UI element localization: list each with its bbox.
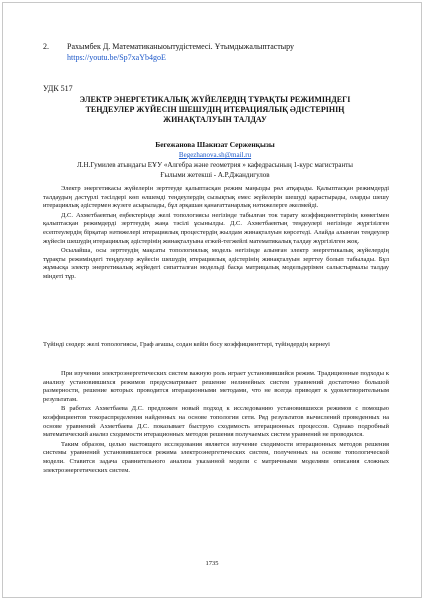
scientific-supervisor: Ғылыми жетекші - А.Р.Джандигулов bbox=[160, 171, 270, 179]
article-title: ЭЛЕКТР ЭНЕРГЕТИКАЛЫҚ ЖҮЙЕЛЕРДІҢ ТҰРАҚТЫ РЕЖИМІНДЕГІ ТЕҢДЕУЛЕР ЖҮЙЕСІН ШЕШУДІҢ ИТЕРАЦИЯЛЫҚ ӘДІСТЕРІНІҢ ЖИНАҚТАЛУЫН ТАЛДАУ bbox=[79, 95, 351, 124]
russian-paragraph: В работах Ахметбаева Д.С. предложен новый подход к исследованию установившихся режимов с помощью коэффициентов токораспределения найденных на основе топологии сети. Ряд результатов вычислений проведенных на основе уравнений Ахметбаева Д.С. показывает быструю сходимость итерационных процессов. Однако подробный математический анализ сходимости итерационных методов решения получаемых систем уравнений не проводился. bbox=[43, 405, 389, 439]
page-number: 1735 bbox=[205, 560, 219, 567]
kazakh-paragraph: Д.С. Ахметбаевтың еңбектерінде желі топологиясы негізінде табылған ток тарату коэффициенттерінің көмегімен қалыптасқан режимдерді зерттеудің жаңа тәсілі ұсынылды. Д.С. Ахметбаевтың теңдеулері негізінде жүргізілген есептеулердің бірқатар нәтижелері итерациялық процестердің жылдам жинақталуын көрсетеді. Алайда алынған теңдеулер жүйесін шешудің итерациялық әдістерінің жинақталуына егжей-тегжейлі математикалық талдау жүргізілген жоқ. bbox=[43, 211, 389, 245]
author-block bbox=[47, 140, 383, 180]
kazakh-abstract bbox=[43, 185, 389, 283]
keywords-block bbox=[43, 341, 389, 350]
russian-paragraph: При изучении электроэнергетических систем важную роль играет установившийся режим. Традиционные подходы к анализу установившихся режимов предусматривает решение нелинейных систем уравнений достаточно большой размерности, решение которых проводится итерационными методами, что не всегда приводят к удовлетворительным результатам. bbox=[43, 370, 389, 403]
reference-text: Рахымбек Д. Математиканыоытудістемесі. Ұтымдыжалыптастыру bbox=[67, 42, 295, 51]
author-name: Бегежанова Шакизат Серженқызы bbox=[155, 140, 275, 149]
russian-text bbox=[43, 370, 389, 476]
reference-number: 2. bbox=[43, 42, 49, 51]
udk-code: УДК 517 bbox=[43, 84, 73, 93]
russian-paragraph: Таким образом, целью настоящего исследования является изучение сходимости итерационных методов решения системы уравнений установившегося режима электроэнергетических систем, полученных на основе топологической модели. Ставится задача сравнительного анализа указанной модели с матричными моделями описания сложных электроэнергетических систем. bbox=[43, 440, 389, 474]
keywords: Түйінді сөздер: желі топологиясы, Граф ағашы, содан кейін босу коэффициенттері, түйіндердің кернеуі bbox=[43, 341, 330, 348]
reference-list bbox=[43, 41, 294, 63]
document-page bbox=[2, 2, 422, 598]
reference-link[interactable]: https://youtu.be/Sp7xaYb4goE bbox=[67, 53, 166, 62]
kazakh-paragraph: Электр энергетикасы жүйелерін зерттеуде қалыптасқан режим маңызды рөл атқарады. Қалыптасқан режимдерді талдаудың дәстүрлі тәсілдері көп өлшемді теңдеулердің сызықтық емес жүйелерін шешуді қарастырады, оларды шешу итерациялық әдістермен жүзеге асырылады, бұл әрқашан қанағаттанарлық нәтижелерге әкелмейді. bbox=[43, 185, 389, 210]
author-affiliation: Л.Н.Гумилев атындағы ЕҰУ «Алгебра және геометрия » кафедрасының 1-курс магистранты bbox=[77, 161, 353, 169]
author-email-link[interactable]: Begezhanova.sh@mail.ru bbox=[178, 151, 252, 159]
kazakh-paragraph: Осылайша, осы зерттеудің мақсаты топологиялық модель негізінде алынған электр энергетикалық жүйелердің тұрақты режиміндегі теңдеулер жүйесін шешудің итерациялық әдістерінің жинақталуын зерттеу болып табылады. Бұл жұмысқа электр энергетикалық жүйедегі сипатталған модельді басқа матрицалық модельдерімен салыстырмалы талдау міндеті тұр. bbox=[43, 247, 389, 280]
